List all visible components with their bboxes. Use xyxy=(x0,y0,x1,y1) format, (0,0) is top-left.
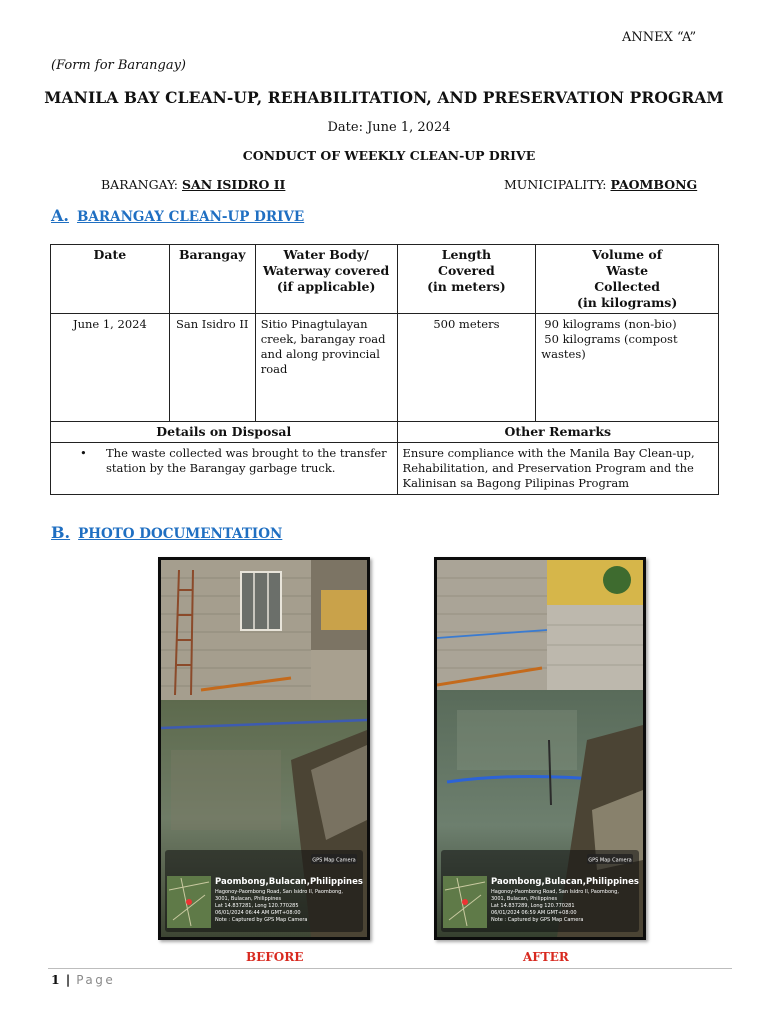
after-coordinates: Lat 14.837289, Long 120.770281 xyxy=(491,903,575,909)
before-caption: BEFORE xyxy=(246,950,304,964)
section-a-title: BARANGAY CLEAN-UP DRIVE xyxy=(76,209,305,225)
header-length-line2: Covered xyxy=(438,263,495,278)
details-text: The waste collected was brought to the transfer station by the Barangay garbage truck. xyxy=(106,446,387,475)
cleanup-table xyxy=(50,244,719,495)
footer-separator: | xyxy=(65,972,71,987)
cell-volume-line3: wastes) xyxy=(541,347,586,361)
footer-divider xyxy=(48,968,732,969)
after-datetime: 06/01/2024 06:59 AM GMT+08:00 xyxy=(491,910,577,916)
before-location: Paombong,Bulacan,Philippines xyxy=(215,877,363,887)
section-b-title: PHOTO DOCUMENTATION xyxy=(78,526,283,542)
after-address-line1: Hagonoy-Paombong Road, San Isidro II, Paombong, xyxy=(491,889,619,895)
header-water-body xyxy=(255,245,397,314)
header-water-line2: Waterway covered xyxy=(262,263,390,278)
cell-length: 500 meters xyxy=(397,314,536,422)
page-number: 1 xyxy=(51,972,60,987)
section-a-heading xyxy=(51,206,304,225)
before-coordinates: Lat 14.837281, Long 120.770285 xyxy=(215,903,299,909)
details-cell xyxy=(51,443,398,495)
cell-waterway: Sitio Pinagtulayan creek, barangay road and along provincial road xyxy=(255,314,397,422)
before-note: Note : Captured by GPS Map Camera xyxy=(215,917,308,923)
header-volume-line1: Volume of xyxy=(592,247,663,262)
table-header-row xyxy=(51,245,719,314)
after-app-label: GPS Map Camera xyxy=(588,857,632,864)
page-word: Page xyxy=(76,973,116,987)
bullet-icon: • xyxy=(80,446,87,460)
date-line: Date: June 1, 2024 xyxy=(327,120,451,135)
header-volume xyxy=(536,245,719,314)
page-title: MANILA BAY CLEAN-UP, REHABILITATION, AND PRESERVATION PROGRAM xyxy=(44,88,724,107)
table-subheader-row xyxy=(51,422,719,443)
before-address-line2: 3001, Bulacan, Philippines xyxy=(215,896,282,902)
after-caption: AFTER xyxy=(523,950,569,964)
before-photo xyxy=(158,557,370,940)
after-location: Paombong,Bulacan,Philippines xyxy=(491,877,639,887)
table-row xyxy=(51,314,719,422)
after-note: Note : Captured by GPS Map Camera xyxy=(491,917,584,923)
header-date: Date xyxy=(51,245,170,314)
details-bullet-item xyxy=(56,446,392,476)
remarks-cell: Ensure compliance with the Manila Bay Clean-up, Rehabilitation, and Preservation Program and the Kalinisan sa Bagong Pilipinas Program xyxy=(397,443,718,495)
cell-barangay: San Isidro II xyxy=(169,314,255,422)
municipality-label: MUNICIPALITY: xyxy=(504,177,611,192)
cell-date: June 1, 2024 xyxy=(51,314,170,422)
page-subtitle: CONDUCT OF WEEKLY CLEAN-UP DRIVE xyxy=(242,148,536,163)
before-address-line1: Hagonoy-Paombong Road, San Isidro II, Paombong, xyxy=(215,889,343,895)
municipality-line xyxy=(504,177,697,192)
header-water-line1: Water Body/ xyxy=(283,247,369,262)
after-photo xyxy=(434,557,646,940)
header-volume-line3: Collected xyxy=(594,279,661,294)
municipality-value: PAOMBONG xyxy=(610,177,698,192)
header-volume-line2: Waste xyxy=(606,263,649,278)
header-barangay: Barangay xyxy=(169,245,255,314)
barangay-value: SAN ISIDRO II xyxy=(182,177,286,192)
before-app-label: GPS Map Camera xyxy=(312,857,356,864)
page-footer xyxy=(51,972,115,987)
before-datetime: 06/01/2024 06:44 AM GMT+08:00 xyxy=(215,910,301,916)
after-photo-image xyxy=(437,560,643,937)
annex-label: ANNEX “A” xyxy=(622,30,697,45)
before-photo-image xyxy=(161,560,367,937)
cell-volume-line2: 50 kilograms (compost xyxy=(544,332,678,346)
section-b-heading xyxy=(51,523,282,542)
cell-volume-line1: 90 kilograms (non-bio) xyxy=(544,317,677,331)
header-length xyxy=(397,245,536,314)
section-b-letter: B. xyxy=(51,523,71,542)
barangay-label: BARANGAY: xyxy=(101,177,182,192)
details-header: Details on Disposal xyxy=(51,422,398,443)
header-water-line3: (if applicable) xyxy=(276,279,376,294)
after-address-line2: 3001, Bulacan, Philippines xyxy=(491,896,558,902)
section-a-letter: A. xyxy=(51,206,69,225)
remarks-header: Other Remarks xyxy=(397,422,718,443)
form-for-label: (Form for Barangay) xyxy=(51,58,186,73)
table-details-row xyxy=(51,443,719,495)
header-volume-line4: (in kilograms) xyxy=(577,295,678,310)
header-length-line3: (in meters) xyxy=(427,279,506,294)
barangay-line xyxy=(101,177,285,192)
header-length-line1: Length xyxy=(441,247,492,262)
cell-volume xyxy=(536,314,719,422)
